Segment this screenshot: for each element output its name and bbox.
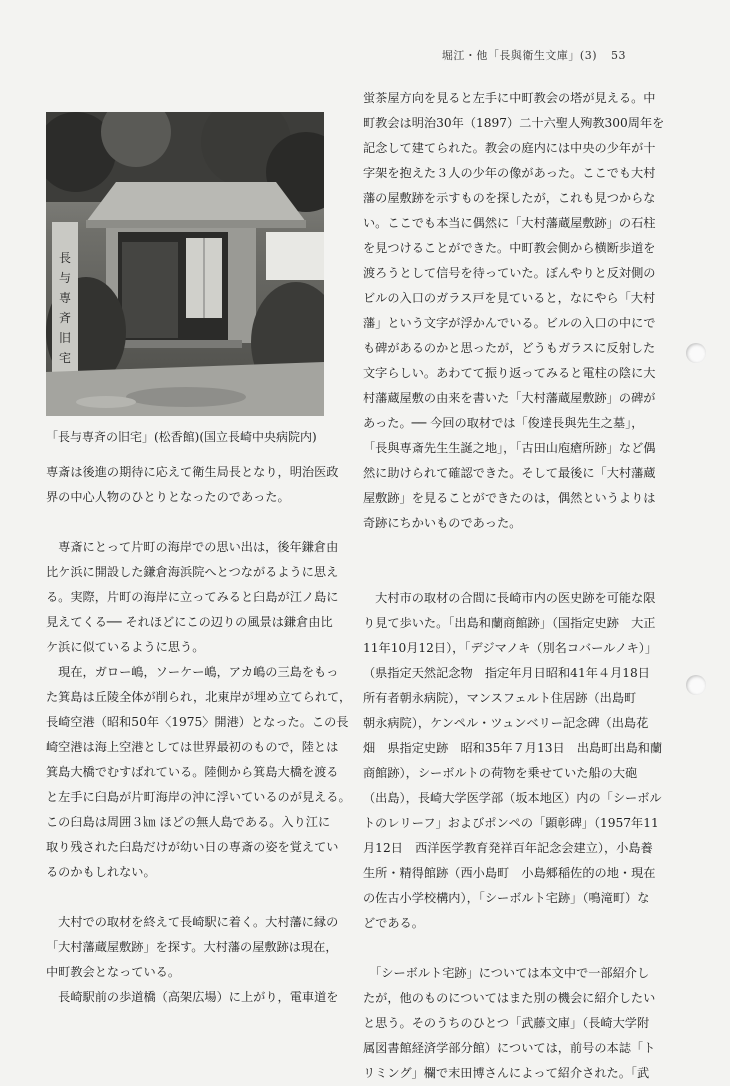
text-line: 属図書館経済学部分館）については，前号の本誌「ト [363, 1041, 656, 1055]
text-line: 長崎駅前の歩道橋（高架広場）に上がり，電車道を [46, 990, 339, 1004]
page-number: 53 [611, 49, 626, 62]
text-line: （県指定天然記念物 指定年月日昭和41年４月18日 [363, 666, 650, 680]
text-line: 文字らしい。あわてて振り返ってみると電柱の陰に大 [363, 366, 656, 380]
text-line: 藩」という文字が浮かんでいる。ビルの入口の中にで [363, 316, 656, 330]
text-line: 「大村藩蔵屋敷跡」を探す。大村藩の屋敷跡は現在， [46, 940, 338, 954]
text-line: 大村市の取材の合間に長崎市内の医史跡を可能な限 [363, 591, 656, 605]
paragraph-gap [46, 510, 336, 535]
text-line: 現在，ガロー嶋，ソーケー嶋，アカ嶋の三島をもっ [46, 665, 339, 679]
text-line: ビルの入口のガラス戸を見ていると，なにやら「大村 [363, 291, 656, 305]
text-line: 界の中心人物のひとりとなったのであった。 [46, 490, 290, 504]
paragraph-gap [46, 885, 336, 910]
text-line: と思う。そのうちのひとつ「武藤文庫」（長崎大学附 [363, 1016, 650, 1030]
text-line: を見つけることができた。中町教会側から横断歩道を [363, 241, 656, 255]
paragraph-gap [363, 936, 643, 961]
text-line: 村藩蔵屋敷の由来を書いた「大村藩蔵屋敷跡」の碑が [363, 391, 656, 405]
text-line: どである。 [363, 916, 424, 930]
text-line: 朝永病院），ケンペル・ツュンベリー記念碑（出島花 [363, 716, 649, 730]
text-line: 屋敷跡」を見ることができたのは，偶然というよりは [363, 491, 656, 505]
text-line: 商館跡），シーボルトの荷物を乗せていた船の大砲 [363, 766, 638, 780]
text-line: 崎空港は海上空港としては世界最初のもので，陸とは [46, 740, 339, 754]
text-line: リミング」欄で末田博さんによって紹介された。「武 [363, 1066, 650, 1080]
text-line: るのかもしれない。 [46, 865, 156, 879]
text-line: 奇跡にちかいものであった。 [363, 516, 522, 530]
left-column [46, 460, 352, 1010]
text-line: 生所・精得館跡（西小島町 小島郷稲佐的の地・現在 [363, 866, 656, 880]
text-line: と左手に臼島が片町海岸の沖に浮いているのが見える。 [46, 790, 351, 804]
text-line: の佐古小学校構内），「シーボルト宅跡」（鳴滝町）な [363, 891, 650, 905]
text-line: 「長與専斎先生生誕之地」，「古田山庖瘡所跡」など偶 [363, 441, 656, 455]
photo-caption: 「長与専斉の旧宅」(松香館)(国立長崎中央病院内) [46, 430, 317, 444]
text-line: 渡ろうとして信号を待っていた。ぼんやりと反対側の [363, 266, 656, 280]
text-line: 「シーボルト宅跡」については本文中で一部紹介し [363, 966, 650, 980]
text-line: （出島），長崎大学医学部（坂本地区）内の「シーボル [363, 791, 662, 805]
text-line: 長崎空港（昭和50年〈1975〉開港）となった。この長 [46, 715, 349, 729]
running-header [442, 47, 626, 63]
house-photo-illustration [46, 112, 324, 416]
text-line: 見えてくる── それほどにこの辺りの風景は鎌倉由比 [46, 615, 333, 629]
text-line: あった。── 今回の取材では「俊達長與先生之墓」， [363, 416, 644, 430]
text-line: 専斎にとって片町の海岸での思い出は，後年鎌倉由 [46, 540, 339, 554]
svg-text:長: 長 [58, 251, 72, 265]
text-line: い。ここでも本当に偶然に「大村藩蔵屋敷跡」の石柱 [363, 216, 656, 230]
text-line: 記念して建てられた。教会の庭内には中央の少年が十 [363, 141, 656, 155]
binder-hole [686, 343, 706, 363]
text-line: この臼島は周囲３㎞ ほどの無人島である。入り江に [46, 815, 331, 829]
text-line: 中町教会となっている。 [46, 965, 181, 979]
text-line: 畑 県指定史跡 昭和35年７月13日 出島町出島和蘭 [363, 741, 663, 755]
text-line: 11年10月12日），「デジマノキ（別名コバールノキ）」 [363, 641, 658, 655]
svg-text:宅: 宅 [58, 351, 72, 365]
text-line: 取り残された臼島だけが幼い日の専斎の姿を覚えてい [46, 840, 339, 854]
paragraph-gap [363, 561, 643, 586]
paragraph-gap [363, 536, 643, 561]
svg-text:専: 専 [58, 291, 72, 305]
text-line: 藩の屋敷跡を示すものを探したが，これも見つからな [363, 191, 656, 205]
binder-hole [686, 675, 706, 695]
text-line: 比ケ浜に開設した鎌倉海浜院へとつながるように思え [46, 565, 339, 579]
text-line: 月12日 西洋医学教育発祥百年記念会建立），小島養 [363, 841, 653, 855]
text-line: 蛍茶屋方向を見ると左手に中町教会の塔が見える。中 [363, 91, 656, 105]
text-line: 専斎は後進の期待に応えて衛生局長となり，明治医政 [46, 465, 339, 479]
svg-text:与: 与 [58, 271, 72, 285]
svg-text:旧: 旧 [58, 331, 72, 345]
text-line: も碑があるのかと思ったが，どうもガラスに反射した [363, 341, 656, 355]
text-line: 字架を抱えた３人の少年の像があった。ここでも大村 [363, 166, 656, 180]
svg-text:斉: 斉 [58, 311, 72, 325]
text-line: り見て歩いた。「出島和蘭商館跡」（国指定史跡 大正 [363, 616, 656, 630]
text-line: 町教会は明治30年（1897）二十六聖人殉教300周年を [363, 116, 665, 130]
running-title: 堀江・他「長與衛生文庫」(3) [441, 49, 597, 62]
text-line: 大村での取材を終えて長崎駅に着く。大村藩に縁の [46, 915, 339, 929]
text-line: 所有者朝永病院），マンスフェルト住居跡（出島町 [363, 691, 637, 705]
right-column [363, 86, 665, 1086]
text-line: たが，他のものについてはまた別の機会に紹介したい [363, 991, 656, 1005]
text-line: た箕島は丘陵全体が削られ，北東岸が埋め立てられて， [46, 690, 352, 704]
text-line: トのレリーフ」およびポンペの「顕彰碑」（1957年11 [363, 816, 659, 830]
text-line: 箕島大橋でむすばれている。陸側から箕島大橋を渡る [46, 765, 339, 779]
house-photo [46, 112, 324, 416]
text-line: る。実際，片町の海岸に立ってみると臼島が江ノ島に [46, 590, 339, 604]
text-line: 然に助けられて確認できた。そして最後に「大村藩蔵 [363, 466, 656, 480]
text-line: ケ浜に似ているように思う。 [46, 640, 205, 654]
